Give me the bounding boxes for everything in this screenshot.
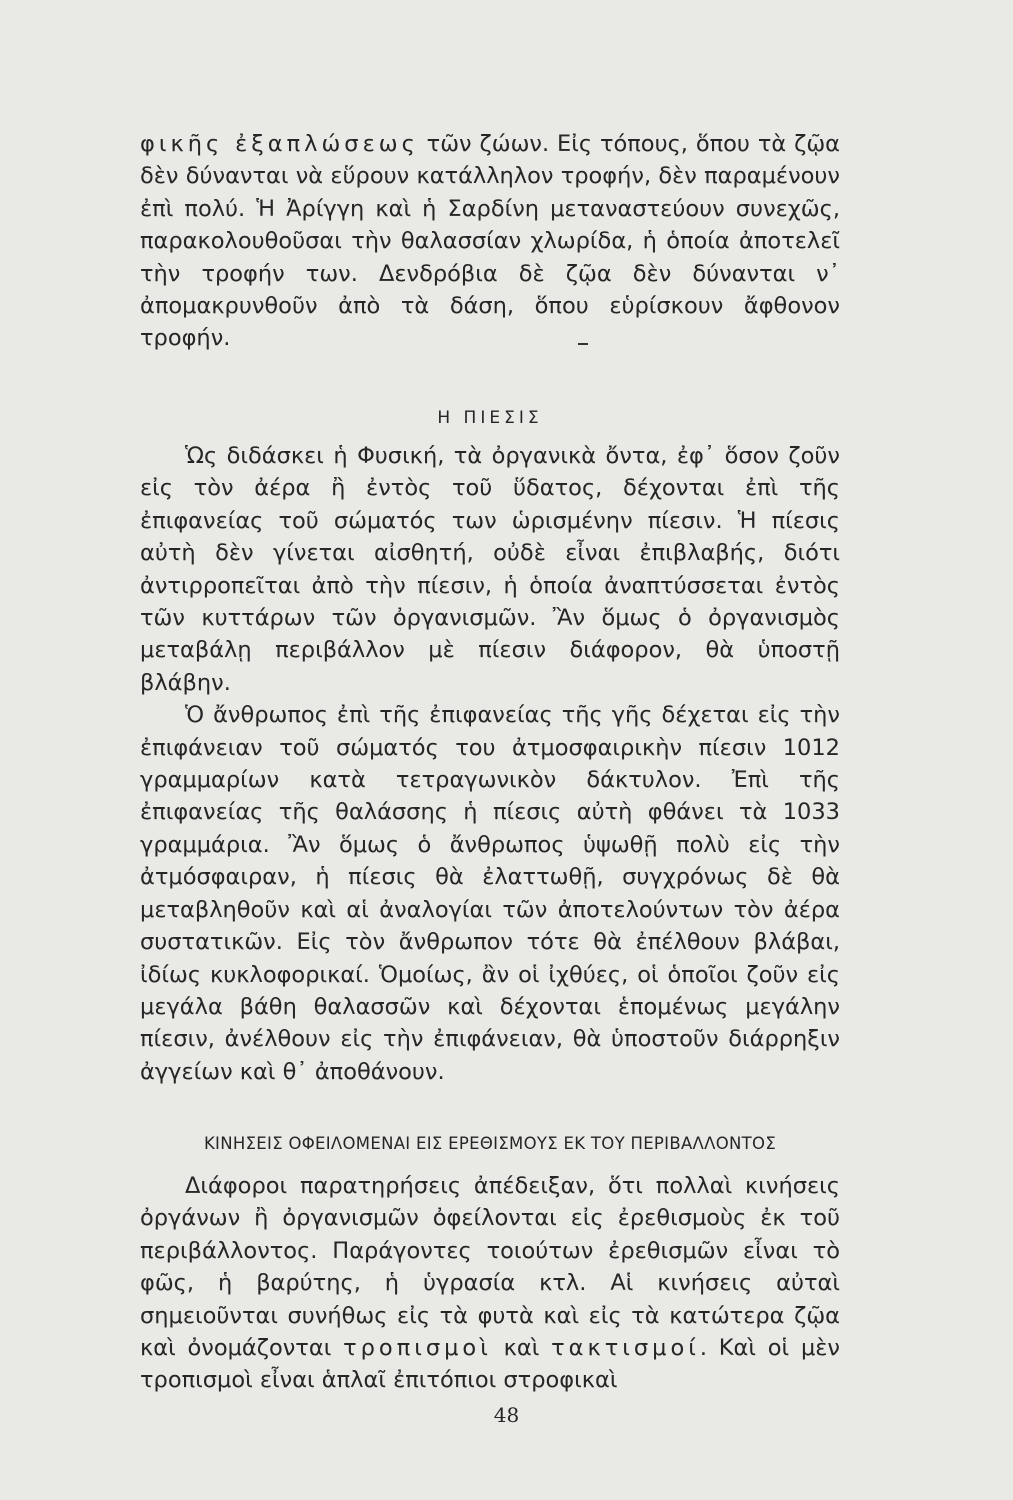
section-pressure-body xyxy=(140,440,840,1088)
section-heading-movements: ΚΙΝΗΣΕΙΣ ΟΦΕΙΛΟΜΕΝΑΙ ΕΙΣ ΕΡΕΘΙΣΜΟΥΣ ΕΚ ΤΟΥ ΠΕΡΙΒΑΛΛΟΝΤΟΣ xyxy=(203,1134,777,1153)
paragraph-movements-start: Διάφοροι παρατηρήσεις ἀπέδειξαν, ὅτι πολλαὶ κινήσεις ὀργάνων ἢ ὀργανισμῶν ὀφείλονται εἰς ἐρεθισμοὺς ἐκ τοῦ περιβάλλοντος. Παράγοντες τοιούτων ἐρεθισμῶν εἶναι τὸ φῶς, ἡ βαρύτης, ἡ ὑγρασία κτλ. Αἱ κινήσεις αὐταὶ σημειοῦνται συνήθως εἰς τὰ φυτὰ καὶ εἰς τὰ κατώτερα ζῷα καὶ ὀνομάζονται xyxy=(140,1173,840,1362)
paragraph-1 xyxy=(140,128,840,355)
paragraph-1-text: τῶν ζώων. Εἰς τόπους, ὅπου τὰ ζῷα δὲν δύνανται νὰ εὕρουν κατάλληλον τροφήν, δὲν παραμένουν ἐπὶ πολύ. Ἡ Ἀρίγγη καὶ ἡ Σαρδίνη μεταναστεύουν συνεχῶς, παρακολουθοῦσαι τὴν θαλασσίαν χλωρίδα, ἡ ὁποία ἀποτελεῖ τὴν τροφήν των. Δενδρόβια δὲ ζῷα δὲν δύνανται ν᾽ ἀπομακρυνθοῦν ἀπὸ τὰ δάση, ὅπου εὑρίσκουν ἄφθονον τροφήν. xyxy=(140,131,840,352)
paragraph-pressure-b: Ὁ ἄνθρωπος ἐπὶ τῆς ἐπιφανείας τῆς γῆς δέχεται εἰς τὴν ἐπιφάνειαν τοῦ σώματός του ἀτμοσφαιρικὴν πίεσιν 1012 γραμμαρίων κατὰ τετραγωνικὸν δάκτυλον. Ἐπὶ τῆς ἐπιφανείας τῆς θαλάσσης ἡ πίεσις αὐτὴ φθάνει τὰ 1033 γραμμάρια. Ἂν ὅμως ὁ ἄνθρωπος ὑψωθῇ πολὺ εἰς τὴν ἀτμόσφαιραν, ἡ πίεσις θὰ ἐλαττωθῇ, συγχρόνως δὲ θὰ μεταβληθοῦν καὶ αἱ ἀναλογίαι τῶν ἀποτελούντων τὸν ἀέρα συστατικῶν. Εἰς τὸν ἄνθρωπον τότε θὰ ἐπέλθουν βλάβαι, ἰδίως κυκλοφορικαί. Ὁμοίως, ἂν οἱ ἰχθύες, οἱ ὁποῖοι ζοῦν εἰς μεγάλα βάθη θαλασσῶν καὶ δέχονται ἑπομένως μεγάλην πίεσιν, ἀνέλθουν εἰς τὴν ἐπιφάνειαν, θὰ ὑποστοῦν διάρρηξιν ἀγγείων καὶ θ᾽ ἀποθάνουν. xyxy=(140,702,840,1085)
section-heading-pressure: Η ΠΙΕΣΙΣ xyxy=(437,408,543,428)
term-connector: καὶ xyxy=(491,1335,552,1362)
paragraph-1-lead: φικῆς ἐξαπλώσεως xyxy=(140,131,419,157)
page-number: 48 xyxy=(493,1403,520,1427)
term-taxes: τακτισμοί xyxy=(551,1335,700,1362)
paragraph-pressure-a: Ὡς διδάσκει ἡ Φυσική, τὰ ὀργανικὰ ὄντα, ἐφ᾽ ὅσον ζοῦν εἰς τὸν ἀέρα ἢ ἐντὸς τοῦ ὕδατος, δέχονται ἐπὶ τῆς ἐπιφανείας τοῦ σώματός των ὡρισμένην πίεσιν. Ἡ πίεσις αὐτὴ δὲν γίνεται αἰσθητή, οὐδὲ εἶναι ἐπιβλαβής, διότι ἀντιρροπεῖται ἀπὸ τὴν πίεσιν, ἡ ὁποία ἀναπτύσσεται ἐντὸς τῶν κυττάρων τῶν ὀργανισμῶν. Ἂν ὅμως ὁ ὀργανισμὸς μεταβάλῃ περιβάλλον μὲ πίεσιν διάφορον, θὰ ὑποστῇ βλάβην. xyxy=(140,443,840,696)
paragraph-movements-end: . Καὶ οἱ μὲν τροπισμοὶ εἶναι ἁπλαῖ ἐπιτόπιοι στροφικαὶ xyxy=(140,1335,840,1394)
paragraph-movements xyxy=(140,1170,840,1397)
decorative-dash xyxy=(578,343,588,345)
term-tropisms: τροπισμοὶ xyxy=(343,1335,492,1362)
section-movements-body xyxy=(140,1170,840,1397)
